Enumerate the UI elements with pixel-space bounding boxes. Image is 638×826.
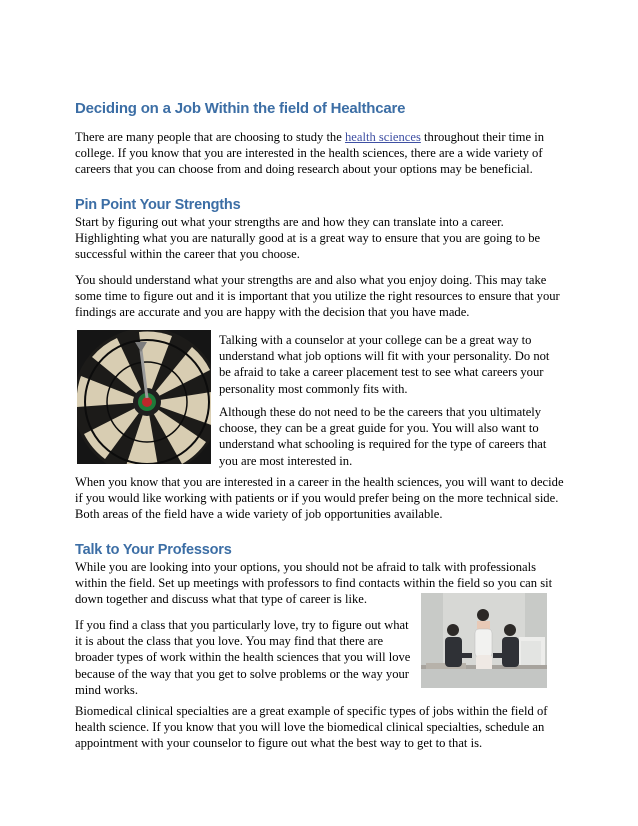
office-meeting-image: [421, 593, 547, 688]
intro-paragraph: [75, 129, 565, 178]
health-sciences-link[interactable]: health sciences: [344, 130, 421, 144]
dartboard-icon: [77, 330, 211, 464]
strengths-paragraph-4: Although these do not need to be the careers that you ultimately choose, they can be a great guide for you. You will also want to understand what schooling is required for the type of careers that you are most interested in.: [219, 405, 547, 468]
section-heading-professors: Talk to Your Professors: [75, 542, 232, 558]
section-heading-strengths: Pin Point Your Strengths: [75, 197, 241, 213]
professors-paragraph-2: If you find a class that you particularly love, try to figure out what it is about the class that you love. You may find that there are broader types of work within the health sciences that you will love because of the way that you get to solve problems or the way your mind works.: [75, 618, 411, 697]
strengths-paragraph-1: Start by figuring out what your strengths are and how they can translate into a career. Highlighting what you are naturally good at is a great way to ensure that you are going to be successful within the career that you choose.: [75, 215, 541, 262]
professors-paragraph-3: Biomedical clinical specialties are a great example of specific types of jobs within the field of health science. If you know that you will love the biomedical clinical specialties, schedule an appointment with your counselor to figure out what the best way to get to that is.: [75, 704, 548, 751]
office-people-icon: [421, 593, 547, 688]
intro-text-after: throughout their time in college. If you know that you are interested in the health sciences, there are a wide variety of careers that you can choose from and doing research about your options may be beneficial.: [75, 130, 544, 177]
dartboard-image: [77, 330, 211, 464]
professors-paragraph-1: While you are looking into your options, you should not be afraid to talk with professionals within the field. Set up meetings with professors to find contacts within the field so you can sit down together and discuss what that type of career is like.: [75, 560, 553, 607]
intro-text-before: There are many people that are choosing to study the: [75, 130, 345, 144]
strengths-paragraph-3: Talking with a counselor at your college can be a great way to understand what job options will fit with your personality. Do not be afraid to take a career placement test to see what careers your personality most commonly fits with.: [219, 333, 550, 396]
page-title: Deciding on a Job Within the field of Healthcare: [75, 100, 406, 117]
strengths-paragraph-5: When you know that you are interested in a career in the health sciences, you will want to decide if you would like working with patients or if you would prefer being on the more technical side. Both areas of the field have a wide variety of job opportunities available.: [75, 475, 564, 522]
strengths-paragraph-2: You should understand what your strengths are and also what you enjoy doing. This may take some time to figure out and it is important that you utilize the right resources to ensure that your findings are accurate and you are happy with the decision that you have made.: [75, 273, 560, 320]
